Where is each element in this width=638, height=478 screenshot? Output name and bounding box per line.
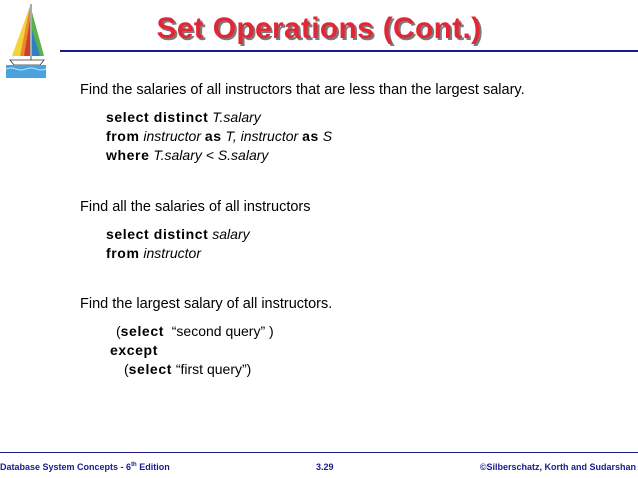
- slide-title: Set Operations (Cont.): [156, 12, 482, 45]
- query-line: (select “second query” ): [116, 323, 274, 339]
- section-2-heading: Find all the salaries of all instructors: [80, 199, 311, 215]
- footer-copyright: ©Silberschatz, Korth and Sudarshan: [479, 462, 636, 472]
- footer-book-title: Database System Concepts - 6th Edition: [0, 462, 170, 472]
- footer-page-number: 3.29: [316, 462, 334, 472]
- query-line: from instructor: [106, 245, 201, 261]
- query-line: where T.salary < S.salary: [106, 147, 269, 163]
- section-3-heading: Find the largest salary of all instructors.: [80, 296, 333, 312]
- footer-rule: [0, 452, 638, 453]
- section-1-heading: Find the salaries of all instructors that are less than the largest salary.: [80, 82, 525, 98]
- query-line: from instructor as T, instructor as S: [106, 128, 333, 144]
- query-line: except: [110, 342, 158, 358]
- title-rule: [60, 50, 638, 52]
- query-line: (select “first query”): [124, 361, 252, 377]
- query-line: select distinct salary: [106, 226, 250, 242]
- section-2-query: [106, 225, 250, 263]
- section-1-query: [106, 108, 332, 165]
- section-3-query: [110, 322, 274, 379]
- query-line: select distinct T.salary: [106, 109, 261, 125]
